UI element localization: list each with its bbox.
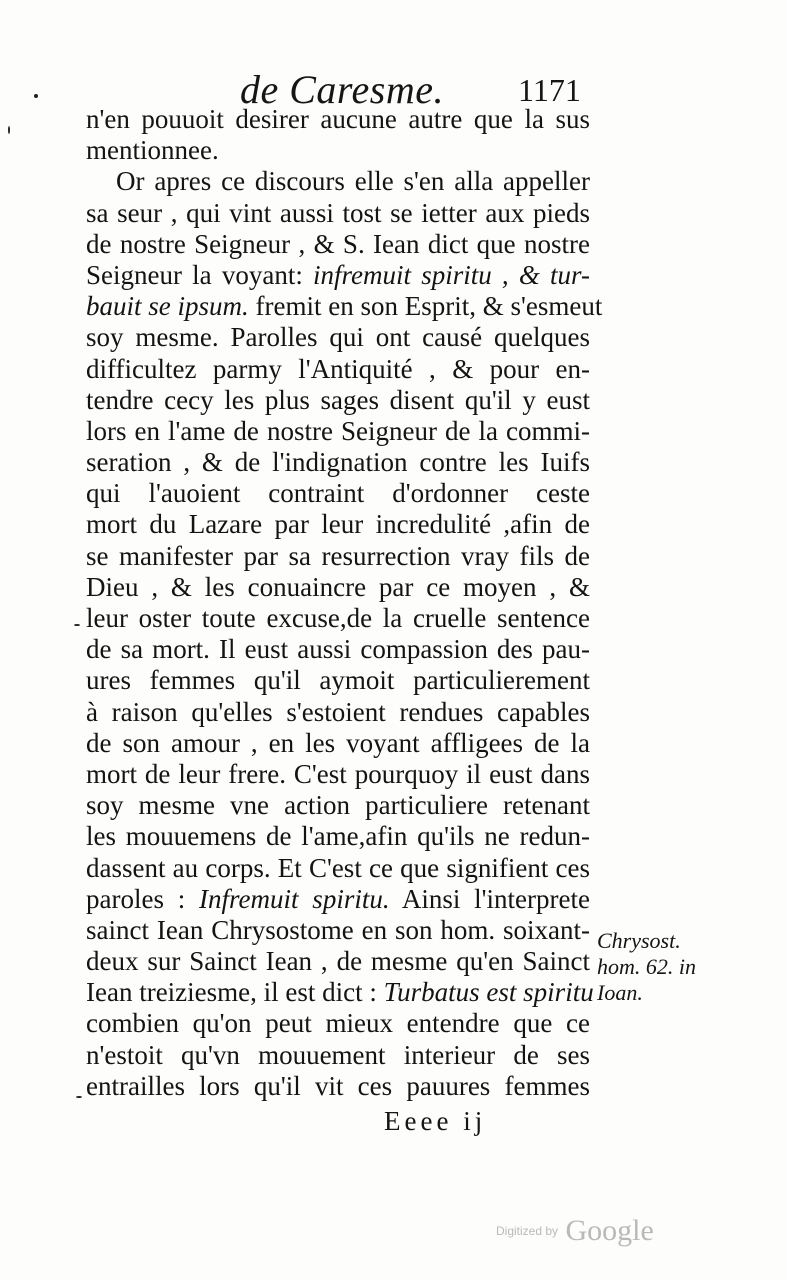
text-line [86, 1071, 590, 1102]
text-line [86, 728, 590, 759]
text-line [86, 291, 603, 322]
ink-speck [76, 1096, 82, 1098]
line-text: mentionnee. [86, 135, 219, 166]
marginal-note-line: Ioan. [597, 980, 643, 1005]
ink-speck [74, 624, 80, 626]
line-text: n'estoit qu'vn mouuement interieur de ses [86, 1039, 590, 1070]
marginal-note-line: hom. 62. in [597, 954, 696, 979]
line-text: mort du Lazare par leur incredulité ,afin de [86, 509, 590, 540]
text-line [86, 447, 590, 478]
line-text: tendre cecy les plus sages disent qu'il y eust [86, 384, 590, 415]
text-line [86, 977, 594, 1008]
text-line [86, 946, 590, 977]
text-line [86, 104, 590, 135]
line-text: deux sur Sainct Iean , de mesme qu'en Sainct [86, 946, 590, 977]
line-text: entrailles lors qu'il vit ces pauures femmes [86, 1070, 590, 1101]
text-line [86, 509, 590, 540]
latin-quote: Turbatus est spiritu [383, 977, 594, 1008]
line-text: les mouuemens de l'ame,afin qu'ils ne redun- [86, 821, 590, 852]
running-head: de Caresme. [240, 67, 444, 112]
digitized-watermark [496, 1214, 654, 1248]
page-number: 1171 [518, 72, 581, 108]
text-line [86, 915, 590, 946]
text-line [86, 541, 590, 572]
text-line [86, 166, 590, 197]
line-text: dassent au corps. Et C'est ce que signifient ces [86, 852, 590, 883]
line-text: Iean treiziesme, il est dict : [86, 977, 377, 1008]
text-line [86, 572, 590, 603]
marginal-note-line: Chrysost. [597, 928, 681, 953]
marginal-note [597, 928, 717, 1006]
text-line [86, 1008, 590, 1039]
ink-speck [34, 94, 38, 98]
line-text: Ainsi l'interprete [401, 883, 590, 914]
line-text: n'en pouuoit desirer aucune autre que la sus [86, 104, 590, 134]
signature-mark: Eeee ij [384, 1106, 487, 1136]
line-text: qui l'auoient contraint d'ordonner ceste [86, 478, 590, 509]
line-text: soy mesme. Parolles qui ont causé quelques [86, 322, 590, 353]
line-text: soy mesme vne action particuliere retenant [86, 790, 590, 821]
text-line [86, 603, 590, 634]
text-line [86, 697, 590, 728]
text-line [86, 884, 590, 915]
text-line [86, 229, 590, 260]
text-line [86, 853, 590, 884]
watermark-prefix: Digitized by [496, 1224, 559, 1238]
text-line [86, 198, 590, 229]
text-line [86, 665, 590, 696]
line-text: de son amour , en les voyant affligees de la [86, 727, 590, 758]
latin-quote: infremuit spiritu , & tur- [313, 259, 590, 290]
text-line [86, 385, 590, 416]
line-text: Seigneur la voyant: [86, 259, 303, 290]
line-text: paroles : [86, 883, 186, 914]
line-text: seration , & de l'indignation contre les Iuifs [86, 447, 590, 478]
watermark-brand: Google [565, 1214, 654, 1247]
latin-quote: Infremuit spiritu. [199, 883, 390, 914]
line-text: de nostre Seigneur , & S. Iean dict que nostre [86, 228, 590, 259]
line-text: lors en l'ame de nostre Seigneur de la commi- [86, 415, 590, 446]
text-line [86, 322, 590, 353]
text-line [86, 478, 590, 509]
text-line [86, 260, 590, 291]
ink-speck [8, 126, 10, 134]
text-line [86, 354, 590, 385]
line-text: mort de leur frere. C'est pourquoy il eust dans [86, 758, 590, 789]
text-line [86, 790, 590, 821]
line-text: ures femmes qu'il aymoit particulierement [86, 665, 590, 696]
latin-quote: bauit se ipsum. [86, 291, 249, 322]
line-text: de sa mort. Il eust aussi compassion des pau- [86, 634, 590, 665]
line-text: Or apres ce discours elle s'en alla appeller [116, 166, 590, 197]
text-line [86, 821, 590, 852]
line-text: se manifester par sa resurrection vray fils de [86, 540, 590, 571]
line-text: Dieu , & les conuaincre par ce moyen , & [86, 571, 590, 602]
body-text [86, 104, 603, 1102]
text-line [86, 634, 590, 665]
text-line [86, 135, 590, 166]
text-line [86, 1040, 590, 1071]
text-line [86, 416, 590, 447]
text-line [86, 759, 590, 790]
line-text: combien qu'on peut mieux entendre que ce [86, 1008, 590, 1039]
line-text: leur oster toute excuse,de la cruelle sentence [86, 603, 590, 633]
line-text: sa seur , qui vint aussi tost se ietter aux pieds [86, 197, 590, 228]
line-text: fremit en son Esprit, & s'esmeut [255, 291, 603, 322]
line-text: à raison qu'elles s'estoient rendues capables [86, 696, 590, 727]
line-text: difficultez parmy l'Antiquité , & pour en- [86, 353, 590, 384]
line-text: sainct Iean Chrysostome en son hom. soixant- [86, 914, 590, 945]
